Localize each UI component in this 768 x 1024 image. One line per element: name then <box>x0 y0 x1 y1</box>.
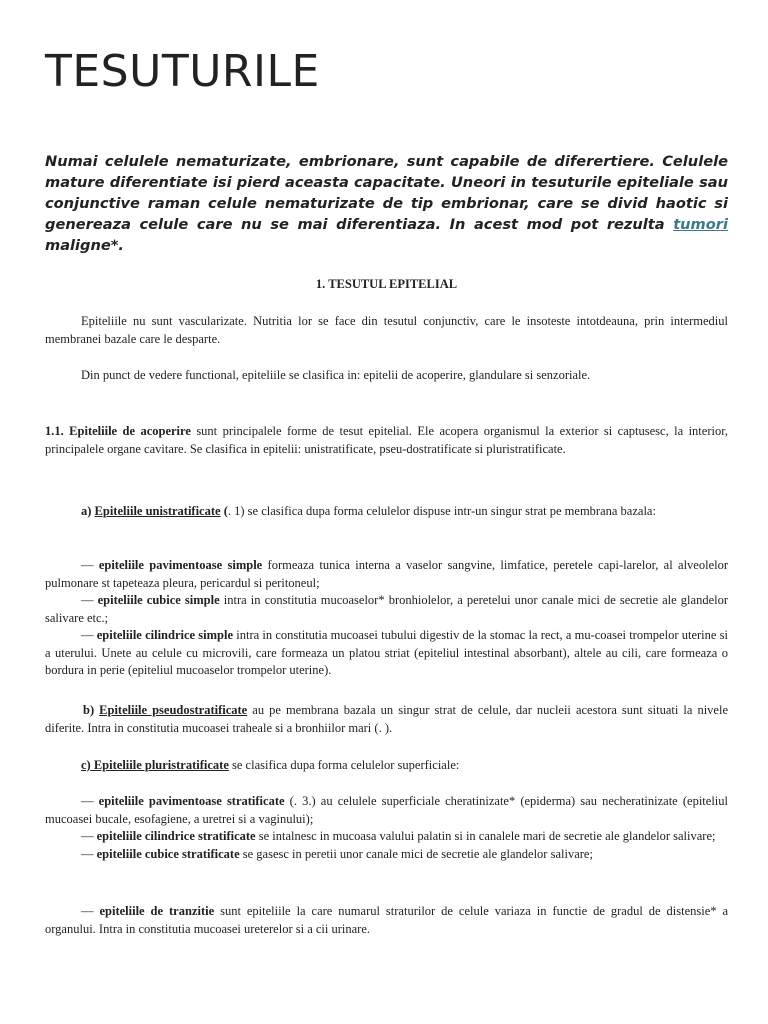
dash: — <box>81 829 97 843</box>
paragraph-tranzitie <box>45 903 728 938</box>
tranzitie-text: sunt epiteliile la care numarul straturilor de celule variaza in functie de gradul de distensie* a organului. Intra in constitutia mucoasei ureterelor si a cii urinare. <box>45 904 729 936</box>
paragraph-vascularization: Epiteliile nu sunt vascularizate. Nutritia lor se face din tesutul conjunctiv, care le insoteste intotdeauna, prin intermediul membranei bazale care le desparte. <box>45 314 728 346</box>
paragraph-classification: Din punct de vedere functional, epiteliile se clasifica in: epitelii de acoperire, glandulare si senzoriale. <box>81 368 591 382</box>
unistratificate-title: Epiteliile unistratificate <box>94 504 221 518</box>
unistratificate-text: . 1) se clasifica dupa forma celulelor dispuse intr-un singur strat pe membrana bazala: <box>227 504 656 518</box>
intro-paragraph <box>45 151 728 256</box>
item-paren: ( <box>220 504 228 518</box>
paragraph-pseudostratificate <box>45 702 728 737</box>
dash: — <box>81 904 100 918</box>
unistratificate-list <box>45 557 728 680</box>
intro-text-end: maligne*. <box>45 237 124 254</box>
list-item <box>45 592 728 627</box>
list-item-text: formeaza tunica interna a vaselor sangvine, limfatice, peretele capi-larelor, al alveolelor pulmonare st tapeteaza pleura, pericardul si peritoneul; <box>45 558 729 590</box>
pseudostratificate-title: Epiteliile pseudostratificate <box>99 703 248 717</box>
item-prefix: b) <box>83 703 100 717</box>
subsection-text: sunt principalele forme de tesut epitelial. Ele acopera organismul la exterior si captusesc, la interior, principalele organe cavitare. Se clasifica in epitelii: unistratificate, pseu-dostratificate si pluristratificate. <box>45 424 728 456</box>
tumori-link[interactable]: tumori <box>673 216 728 233</box>
intro-text: Numai celulele nematurizate, embrionare, sunt capabile de diferertiere. Celulele mature diferentiate isi pierd aceasta capacitate. Uneori in tesuturile epiteliale sau conjunctive raman celule nematurizate de tip embrionar, care se divid haotic si genereaza celule care nu se mai diferentiaza. In acest mod pot rezulta <box>45 153 728 233</box>
list-item-text: (. 3.) au celulele superficiale cheratinizate* (epiderma) sau necheratinizate (epiteliul mucoasei bucale, esofagiene, a uretrei si a vaginului); <box>45 794 728 826</box>
subsection-lead: 1.1. Epiteliile de acoperire <box>45 424 191 438</box>
section-heading <box>45 276 728 294</box>
paragraph-pluristratificate <box>45 757 728 775</box>
list-item-text: intra in constitutia mucoasei tubului digestiv de la stomac la rect, a mu-coasei trompelor uterine si a uterului. Unete au celule cu microvili, care formeaza un platou striat (epiteliul intestinal absorbant), altele au cili, care formeaza o bordura in perie (epiteliul mucoaselor trompelor uterine). <box>45 628 728 677</box>
list-item-term: epiteliile pavimentoase simple <box>98 558 263 572</box>
list-item-text: se intalnesc in mucoasa valului palatin si in canalele mari de secretie ale glandelor salivare; <box>255 829 716 843</box>
list-item-term: epiteliile cubice simple <box>97 593 220 607</box>
list-item-text: se gasesc in peretii unor canale mici de secretie ale glandelor salivare; <box>239 846 593 861</box>
list-item <box>45 828 728 846</box>
list-item-term: epiteliile cilindrice simple <box>96 628 234 642</box>
list-item-text: intra in constitutia mucoaselor* bronhiolelor, a peretelui unor canale mici de secretie ale glandelor salivare etc.; <box>45 593 728 625</box>
pluristratificate-title: Epiteliile pluristratificate <box>90 758 229 772</box>
list-item <box>45 846 728 864</box>
list-item-term: epiteliile cilindrice stratificate <box>96 829 256 843</box>
list-item-term: epiteliile cubice stratificate <box>96 846 240 861</box>
dash: — <box>81 558 99 572</box>
page-title: TESUTURILE <box>45 46 320 97</box>
item-prefix: c) <box>81 758 91 772</box>
dash: — <box>81 846 97 861</box>
pseudostratificate-text: au pe membrana bazala un singur strat de celule, dar nucleii acestora sunt situati la nivele diferite. Intra in constitutia mucoasei traheale si a bronhiilor mari (. ). <box>45 703 728 735</box>
list-item <box>45 627 728 680</box>
paragraph-unistratificate <box>45 503 728 521</box>
tranzitie-term: epiteliile de tranzitie <box>99 904 215 918</box>
pluristratificate-list <box>45 793 728 863</box>
section-heading-text: 1. TESUTUL EPITELIAL <box>315 277 458 291</box>
pluristratificate-text: se clasifica dupa forma celulelor superficiale: <box>228 758 460 772</box>
item-prefix: a) <box>81 504 95 518</box>
dash: — <box>81 628 97 642</box>
list-item-term: epiteliile pavimentoase stratificate <box>98 794 285 808</box>
paragraph-epitelii-acoperire <box>45 423 728 458</box>
list-item <box>45 557 728 592</box>
dash: — <box>81 794 99 808</box>
list-item <box>45 793 728 828</box>
dash: — <box>81 593 98 607</box>
